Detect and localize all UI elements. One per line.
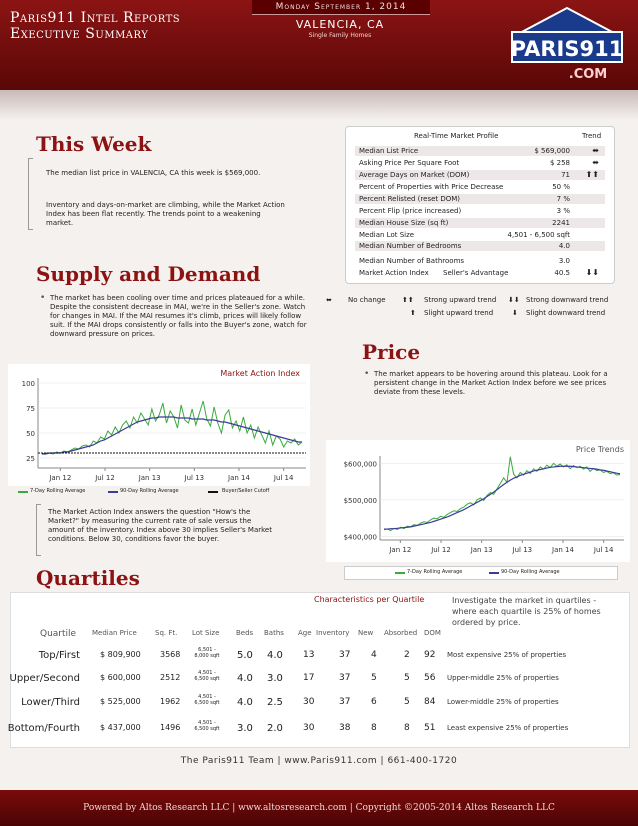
quartile-median-price: $ 437,000 bbox=[100, 723, 141, 732]
x-tick-label: Jul 13 bbox=[184, 474, 205, 482]
quartile-baths: 3.0 bbox=[267, 673, 283, 684]
metric-row bbox=[355, 218, 605, 228]
slight-up-label: Slight upward trend bbox=[424, 309, 494, 317]
y-tick-label: 50 bbox=[26, 430, 35, 438]
logo-text: PARIS911 bbox=[510, 37, 624, 61]
report-date: Monday September 1, 2014 bbox=[252, 0, 430, 15]
metric-label: Median Lot Size bbox=[359, 231, 415, 239]
series-line bbox=[384, 466, 620, 529]
quartile-baths: 2.5 bbox=[267, 697, 283, 708]
quartile-name: Lower/Third bbox=[21, 697, 80, 708]
powered-by-footer: Powered by Altos Research LLC | www.altosresearch.com | Copyright ©2005-2014 Altos Research LLC bbox=[0, 790, 638, 826]
quartile-description: Most expensive 25% of properties bbox=[447, 651, 567, 659]
price-heading: Price bbox=[362, 340, 421, 364]
quartile-new: 8 bbox=[371, 723, 377, 733]
bullet-icon: • bbox=[364, 369, 370, 379]
quartile-median-price: $ 809,900 bbox=[100, 650, 141, 659]
this-week-heading: This Week bbox=[36, 132, 152, 156]
x-tick-label: Jul 12 bbox=[431, 546, 451, 554]
quartile-absorbed: 5 bbox=[404, 697, 410, 707]
logo-domain: .COM bbox=[568, 67, 608, 82]
quartile-new: 6 bbox=[371, 697, 377, 707]
y-tick-label: $600,000 bbox=[343, 460, 377, 469]
quartile-column-header: Lot Size bbox=[192, 629, 220, 637]
metric-label: Median List Price bbox=[359, 147, 419, 155]
metric-row bbox=[355, 182, 605, 192]
quartile-intro: Investigate the market in quartiles - where each quartile is 25% of homes ordered by price. bbox=[452, 596, 601, 627]
slight-up-icon: ⬆ bbox=[410, 309, 416, 317]
this-week-summary-text: Inventory and days-on-market are climbing, while the Market Action Index has been flat recently. The trends point to a weakening market. bbox=[46, 201, 285, 227]
supply-demand-heading: Supply and Demand bbox=[36, 262, 261, 286]
mai-trend-icon: ⬇⬇ bbox=[585, 268, 599, 277]
bracket-divider bbox=[28, 158, 33, 230]
quartile-lot-size: 8,000 sqft bbox=[194, 653, 220, 659]
metric-label: Median Number of Bathrooms bbox=[359, 257, 465, 265]
chart-title: Market Action Index bbox=[220, 369, 300, 378]
mai-chart-legend bbox=[16, 488, 302, 498]
quartile-inventory: 37 bbox=[339, 697, 351, 707]
trend-arrow-icon: ⬆⬆ bbox=[585, 170, 599, 179]
quartile-dom: 51 bbox=[424, 723, 436, 733]
metric-row bbox=[355, 170, 605, 180]
metric-row bbox=[355, 241, 605, 251]
mai-note-text: The Market Action Index answers the question "How's the Market?" by measuring the current rate of sale versus the amount of the inventory. Index above 30 implies Seller's Market conditions. Below 30, conditions favor the buyer. bbox=[48, 508, 272, 543]
metric-value: $ 569,000 bbox=[534, 147, 570, 155]
metric-value: 3.0 bbox=[558, 257, 570, 265]
trend-arrow-icon: ⬌ bbox=[592, 146, 599, 155]
metric-value: 3 % bbox=[556, 207, 570, 215]
legend-swatch-7day bbox=[18, 491, 28, 493]
y-tick-label: 75 bbox=[26, 405, 35, 413]
x-tick-label: Jan 13 bbox=[470, 546, 493, 554]
metric-label: Median House Size (sq ft) bbox=[359, 219, 449, 227]
no-change-icon: ⬌ bbox=[326, 296, 332, 304]
report-title-line1: Paris911 Intel Reports bbox=[10, 10, 181, 26]
legend-swatch-90day bbox=[489, 572, 499, 574]
metric-row bbox=[355, 158, 605, 168]
quartile-column-header: New bbox=[358, 629, 374, 637]
metric-row bbox=[355, 256, 605, 266]
y-tick-label: $500,000 bbox=[343, 496, 377, 505]
metric-label: Median Number of Bedrooms bbox=[359, 242, 462, 250]
quartile-median-price: $ 600,000 bbox=[100, 673, 141, 682]
quartile-lot-size: 4,501 - bbox=[198, 720, 216, 726]
metric-value: 4.0 bbox=[558, 242, 570, 250]
legend-cutoff-label: Buyer/Seller Cutoff bbox=[222, 488, 270, 494]
quartile-beds: 4.0 bbox=[237, 673, 253, 684]
quartiles-heading: Quartiles bbox=[36, 566, 140, 590]
report-title-line2: Executive Summary bbox=[10, 26, 149, 42]
x-tick-label: Jan 12 bbox=[49, 474, 72, 482]
metric-row bbox=[355, 146, 605, 156]
quartile-dom: 56 bbox=[424, 673, 436, 683]
metric-label: Percent Relisted (reset DOM) bbox=[359, 195, 461, 203]
quartile-age: 17 bbox=[303, 673, 315, 683]
legend-90day-label: 90-Day Rolling Average bbox=[120, 488, 179, 494]
quartile-description: Upper-middle 25% of properties bbox=[447, 674, 559, 682]
strong-down-label: Strong downward trend bbox=[526, 296, 609, 304]
x-tick-label: Jan 14 bbox=[552, 546, 574, 554]
trend-legend bbox=[326, 294, 616, 322]
location-label: VALENCIA, CA bbox=[295, 18, 385, 31]
quartile-dom: 84 bbox=[424, 697, 436, 707]
strong-down-icon: ⬇⬇ bbox=[508, 296, 520, 304]
quartile-name: Upper/Second bbox=[9, 673, 80, 684]
quartile-baths: 4.0 bbox=[267, 650, 283, 661]
strong-up-icon: ⬆⬆ bbox=[402, 296, 414, 304]
quartile-inventory: 38 bbox=[339, 723, 351, 733]
y-tick-label: $400,000 bbox=[343, 533, 377, 542]
metric-label: Average Days on Market (DOM) bbox=[359, 171, 470, 179]
quartile-absorbed: 5 bbox=[404, 673, 410, 683]
quartile-sqft: 2512 bbox=[160, 673, 181, 682]
header-shade bbox=[0, 90, 638, 120]
x-tick-label: Jul 12 bbox=[95, 474, 115, 482]
metric-label: Percent Flip (price increased) bbox=[359, 207, 462, 215]
mai-chart bbox=[8, 364, 310, 486]
trend-arrow-icon: ⬌ bbox=[592, 158, 599, 167]
x-tick-label: Jul 13 bbox=[512, 546, 533, 554]
quartile-baths: 2.0 bbox=[267, 723, 283, 734]
metric-row bbox=[355, 194, 605, 204]
quartile-lot-size: 6,500 sqft bbox=[194, 726, 220, 732]
quartile-sqft: 1496 bbox=[160, 723, 181, 732]
quartile-lot-size: 6,500 sqft bbox=[194, 700, 220, 706]
metric-value: 7 % bbox=[556, 195, 570, 203]
legend-7day-label: 7-Day Rolling Average bbox=[30, 488, 86, 494]
legend-swatch-90day bbox=[108, 491, 118, 493]
price-chart-panel bbox=[326, 440, 630, 562]
mai-row bbox=[355, 268, 605, 278]
strong-up-label: Strong upward trend bbox=[424, 296, 497, 304]
price-text: The market appears to be hovering around this plateau. Look for a persistent change in the Market Action Index before we see prices deviate from these levels. bbox=[374, 370, 608, 396]
chart-title: Price Trends bbox=[575, 445, 624, 454]
mai-label: Market Action Index bbox=[359, 269, 429, 277]
supply-demand-text: The market has been cooling over time and prices plateaued for a while. Despite the consistent decrease in MAI, we're in the Seller's zone. Watch for changes in MAI. If the MAI resumes it's climb, prices will likely follow suit. If the MAI drops consistently or falls into the Buyer's zone, watch for downward pressure on prices. bbox=[50, 294, 307, 338]
y-tick-label: 25 bbox=[26, 455, 35, 463]
price-chart bbox=[326, 440, 630, 562]
quartile-sqft: 1962 bbox=[160, 697, 181, 706]
legend-90day-label: 90-Day Rolling Average bbox=[501, 569, 560, 575]
mai-status: Seller's Advantage bbox=[443, 269, 509, 277]
quartile-description: Lower-middle 25% of properties bbox=[447, 698, 559, 706]
quartile-age: 30 bbox=[303, 697, 315, 707]
bullet-icon: • bbox=[40, 293, 46, 303]
quartile-beds: 5.0 bbox=[237, 650, 253, 661]
market-profile-title: Real-Time Market Profile bbox=[414, 132, 499, 140]
quartile-name: Bottom/Fourth bbox=[7, 723, 80, 734]
metric-label: Percent of Properties with Price Decrease bbox=[359, 183, 504, 191]
metric-label: Asking Price Per Square Foot bbox=[359, 159, 460, 167]
quartile-column-header: Quartile bbox=[40, 629, 77, 639]
quartile-column-header: Beds bbox=[236, 629, 254, 637]
quartile-lot-size: 4,501 - bbox=[198, 694, 216, 700]
metric-value: 2241 bbox=[552, 219, 570, 227]
quartile-lot-size: 6,500 sqft bbox=[194, 676, 220, 682]
x-tick-label: Jan 14 bbox=[228, 474, 250, 482]
price-chart-legend bbox=[344, 566, 618, 580]
quartile-absorbed: 2 bbox=[404, 650, 410, 660]
quartile-sqft: 3568 bbox=[160, 650, 181, 659]
quartile-median-price: $ 525,000 bbox=[100, 697, 141, 706]
metric-value: 50 % bbox=[552, 183, 570, 191]
quartile-column-header: Median Price bbox=[92, 629, 137, 637]
quartile-new: 4 bbox=[371, 650, 377, 660]
quartile-absorbed: 8 bbox=[404, 723, 410, 733]
x-tick-label: Jul 14 bbox=[273, 474, 294, 482]
quartile-lot-size: 4,501 - bbox=[198, 670, 216, 676]
metric-row bbox=[355, 206, 605, 216]
series-line bbox=[42, 401, 302, 454]
quartile-lot-size: 6,501 - bbox=[198, 647, 216, 653]
quartile-age: 30 bbox=[303, 723, 315, 733]
mai-chart-panel bbox=[8, 364, 310, 486]
metric-value: 4,501 - 6,500 sqft bbox=[507, 231, 570, 239]
quartile-column-header: Sq. Ft. bbox=[155, 629, 178, 637]
x-tick-label: Jul 14 bbox=[593, 546, 614, 554]
mai-value: 40.5 bbox=[554, 269, 570, 277]
trend-column-header: Trend bbox=[582, 132, 602, 140]
paris911-logo bbox=[508, 4, 626, 84]
quartile-new: 5 bbox=[371, 673, 377, 683]
quartile-name: Top/First bbox=[38, 650, 80, 661]
slight-down-label: Slight downward trend bbox=[526, 309, 606, 317]
metric-row bbox=[355, 230, 605, 240]
no-change-label: No change bbox=[348, 296, 386, 304]
characteristics-label: Characteristics per Quartile bbox=[314, 595, 425, 604]
quartile-dom: 92 bbox=[424, 650, 436, 660]
x-tick-label: Jan 12 bbox=[389, 546, 412, 554]
quartile-column-header: Absorbed bbox=[384, 629, 418, 637]
quartile-column-header: DOM bbox=[424, 629, 441, 637]
property-type-label: Single Family Homes bbox=[308, 32, 372, 39]
metric-value: 71 bbox=[561, 171, 570, 179]
slight-down-icon: ⬇ bbox=[512, 309, 518, 317]
quartile-age: 13 bbox=[303, 650, 315, 660]
quartile-description: Least expensive 25% of properties bbox=[447, 724, 569, 732]
legend-swatch-cutoff bbox=[208, 491, 218, 493]
quartile-column-header: Inventory bbox=[316, 629, 350, 637]
quartile-inventory: 37 bbox=[339, 650, 351, 660]
this-week-median-text: The median list price in VALENCIA, CA this week is $569,000. bbox=[46, 169, 261, 177]
quartile-column-header: Baths bbox=[264, 629, 284, 637]
team-contact-line: The Paris911 Team | www.Paris911.com | 661-400-1720 bbox=[180, 756, 458, 766]
legend-7day-label: 7-Day Rolling Average bbox=[407, 569, 463, 575]
quartile-column-header: Age bbox=[298, 629, 312, 637]
y-tick-label: 100 bbox=[21, 380, 35, 388]
quartile-beds: 4.0 bbox=[237, 697, 253, 708]
quartile-beds: 3.0 bbox=[237, 723, 253, 734]
metric-value: $ 258 bbox=[549, 159, 570, 167]
quartile-inventory: 37 bbox=[339, 673, 351, 683]
x-tick-label: Jan 13 bbox=[138, 474, 161, 482]
legend-swatch-7day bbox=[395, 572, 405, 574]
note-bracket bbox=[36, 504, 41, 556]
series-line bbox=[42, 417, 302, 454]
